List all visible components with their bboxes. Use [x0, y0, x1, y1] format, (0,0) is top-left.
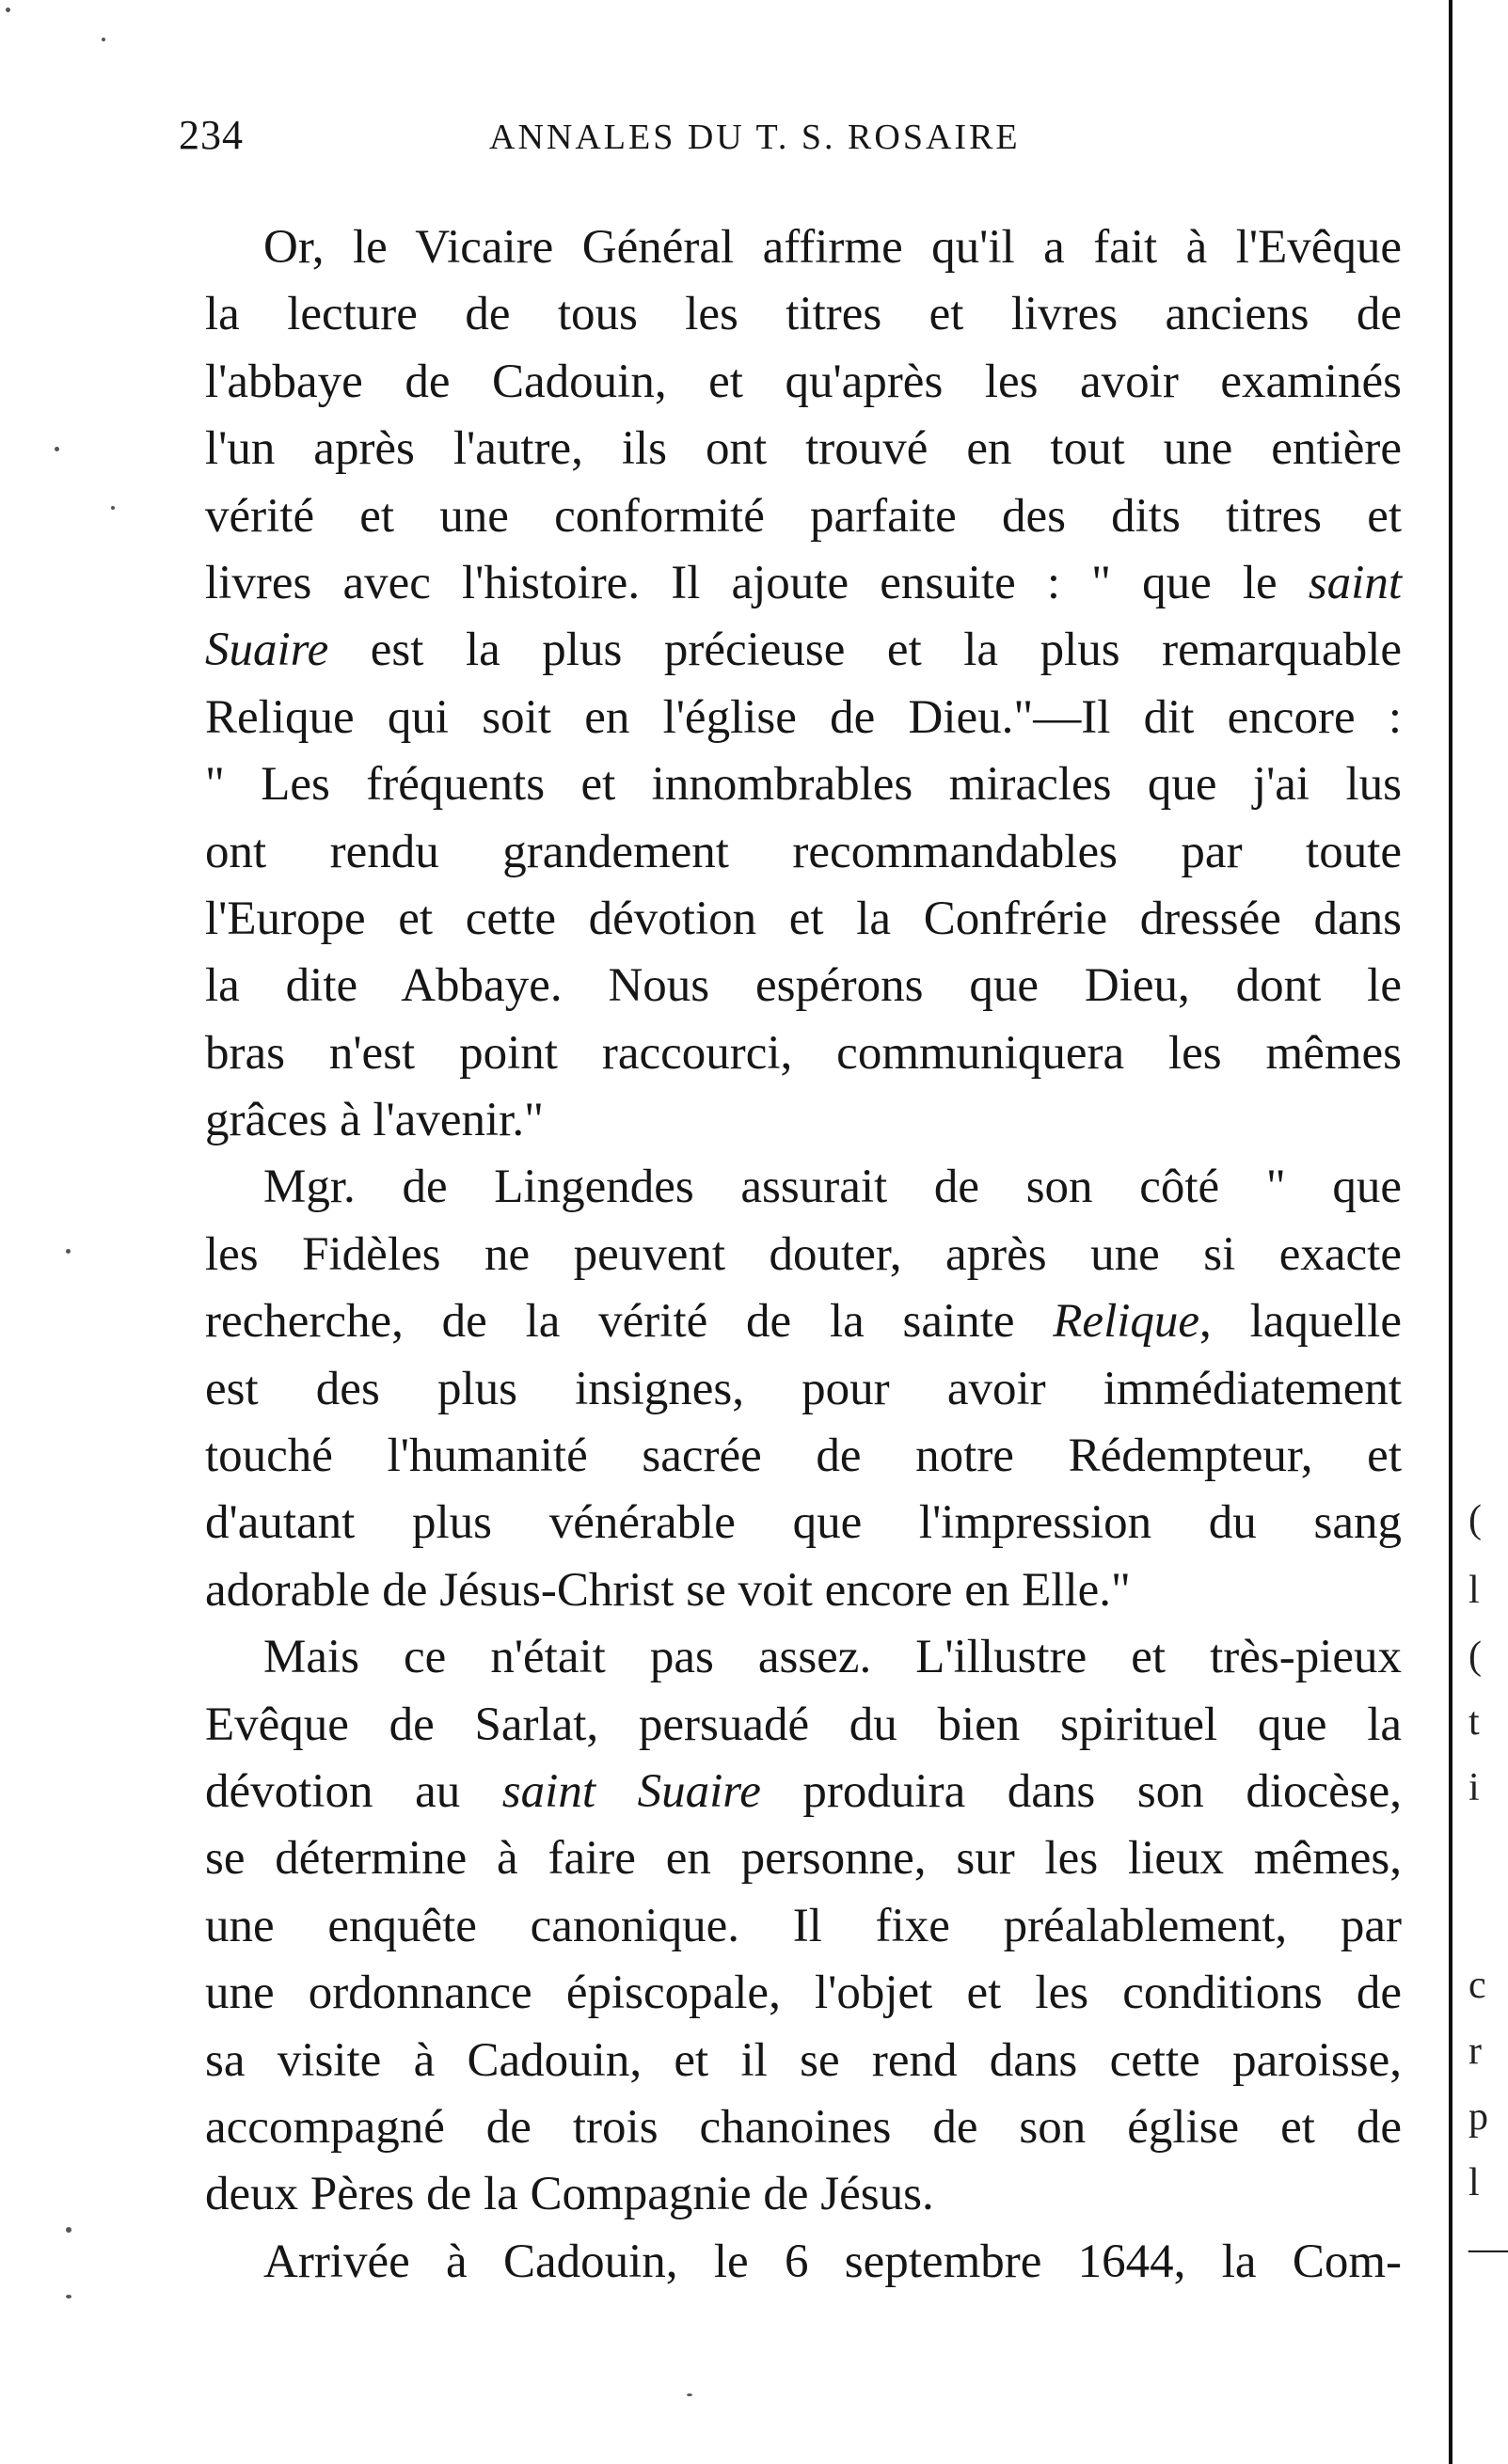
text-line — [205, 1692, 1402, 1759]
text-line — [205, 751, 1402, 818]
adjacent-page-fragments — [1463, 0, 1508, 2464]
print-speck — [66, 1249, 71, 1254]
print-speck — [55, 447, 59, 451]
print-speck — [66, 2295, 71, 2298]
page-header — [179, 111, 1402, 167]
text-segment: grâces à l'avenir." — [205, 1094, 544, 1147]
page-number: 234 — [179, 112, 244, 158]
text-segment: accompagné de trois chanoines de son église et de — [205, 2100, 1402, 2154]
text-segment: adorable de Jésus-Christ se voit encore en Elle." — [205, 1563, 1131, 1617]
text-segment: " Les fréquents et innombrables miracles que j'ai lus — [205, 758, 1402, 812]
text-segment: Arrivée à Cadouin, le 6 septembre 1644, la Com- — [263, 2235, 1402, 2288]
text-line — [205, 685, 1402, 751]
text-line — [205, 1960, 1402, 2027]
text-segment: la lecture de tous les titres et livres anciens de — [205, 288, 1402, 341]
text-line — [205, 2161, 1402, 2228]
text-segment: touché l'humanité sacrée de notre Rédempteur, et — [205, 1429, 1402, 1483]
body-text — [205, 214, 1402, 2296]
margin-fragment: r — [1468, 2030, 1482, 2073]
text-line — [205, 1557, 1402, 1624]
margin-fragment: p — [1468, 2095, 1488, 2139]
text-segment: ont rendu grandement recommandables par toute — [205, 825, 1402, 878]
margin-fragment: ( — [1468, 1498, 1482, 1541]
text-segment: Mgr. de Lingendes assurait de son côté " que — [263, 1161, 1402, 1214]
text-segment: l'Europe et cette dévotion et la Confrérie dressée dans — [205, 892, 1402, 945]
text-segment: Mais ce n'était pas assez. L'illustre et très-pieux — [263, 1631, 1402, 1684]
margin-fragment: l — [1468, 1569, 1480, 1612]
margin-fragment: l — [1468, 2161, 1480, 2204]
text-line — [205, 2094, 1402, 2161]
text-line — [205, 483, 1402, 550]
text-segment: est la plus précieuse et la plus remarquable — [328, 624, 1402, 677]
text-segment: les Fidèles ne peuvent douter, après une si exacte — [205, 1227, 1402, 1281]
text-segment: d'autant plus vénérable que l'impression du sang — [205, 1496, 1402, 1550]
margin-fragment: ( — [1468, 1635, 1482, 1678]
text-segment: une enquête canonique. Il fixe préalablement, par — [205, 1899, 1402, 1952]
text-line — [205, 819, 1402, 886]
margin-fragment: — — [1468, 2227, 1508, 2270]
italic-segment: saint Suaire — [501, 1764, 761, 1818]
text-line — [205, 1825, 1402, 1892]
text-segment: l'abbaye de Cadouin, et qu'après les avoir examinés — [205, 355, 1402, 408]
italic-segment: saint — [1308, 556, 1402, 609]
italic-segment: Suaire — [205, 624, 329, 677]
text-line — [205, 1490, 1402, 1556]
print-speck — [66, 2227, 71, 2233]
text-line — [205, 1288, 1402, 1355]
margin-fragment: c — [1468, 1964, 1486, 2007]
text-line — [205, 953, 1402, 1019]
text-line — [205, 1759, 1402, 1825]
page-edge-rule — [1449, 0, 1452, 2464]
text-segment: produira dans son diocèse, — [760, 1764, 1402, 1818]
print-speck — [6, 8, 10, 12]
text-segment: l'un après l'autre, ils ont trouvé en tout une entière — [205, 422, 1402, 476]
text-segment: est des plus insignes, pour avoir immédiatement — [205, 1362, 1402, 1415]
text-segment: se détermine à faire en personne, sur les lieux mêmes, — [205, 1832, 1402, 1886]
margin-fragment: t — [1468, 1700, 1480, 1744]
text-line — [205, 617, 1402, 684]
text-segment: Relique qui soit en l'église de Dieu."—Il dit encore : — [205, 690, 1402, 744]
print-speck — [102, 38, 105, 41]
text-line — [205, 1423, 1402, 1490]
italic-segment: Relique — [1053, 1295, 1200, 1349]
text-line — [205, 416, 1402, 482]
text-line — [205, 1893, 1402, 1960]
text-line — [205, 349, 1402, 416]
text-line — [205, 1624, 1402, 1691]
text-line — [205, 550, 1402, 617]
running-title: ANNALES DU T. S. ROSAIRE — [489, 118, 1021, 157]
text-line — [205, 1222, 1402, 1288]
text-segment: une ordonnance épiscopale, l'objet et les conditions de — [205, 1966, 1402, 2020]
text-segment: sa visite à Cadouin, et il se rend dans cette paroisse, — [205, 2033, 1402, 2087]
text-line — [205, 2028, 1402, 2094]
print-speck — [111, 506, 115, 510]
text-segment: livres avec l'histoire. Il ajoute ensuite : " que le — [205, 556, 1309, 609]
text-line — [205, 1087, 1402, 1154]
text-line — [205, 281, 1402, 348]
text-segment: vérité et une conformité parfaite des dits titres et — [205, 489, 1402, 543]
text-segment: Evêque de Sarlat, persuadé du bien spirituel que la — [205, 1698, 1402, 1751]
text-line — [205, 1154, 1402, 1221]
text-line — [205, 214, 1402, 281]
text-segment: deux Pères de la Compagnie de Jésus. — [205, 2168, 934, 2221]
print-speck — [687, 2393, 692, 2396]
text-segment: la dite Abbaye. Nous espérons que Dieu, dont le — [205, 959, 1402, 1013]
text-segment: dévotion au — [205, 1764, 502, 1818]
margin-fragment: i — [1468, 1766, 1480, 1809]
text-line — [205, 886, 1402, 953]
text-segment: bras n'est point raccourci, communiquera les mêmes — [205, 1026, 1402, 1080]
text-segment: , laquelle — [1199, 1295, 1402, 1349]
text-segment: recherche, de la vérité de la sainte — [205, 1295, 1054, 1349]
text-line — [205, 1020, 1402, 1087]
text-line — [205, 1356, 1402, 1423]
text-segment: Or, le Vicaire Général affirme qu'il a fait à l'Evêque — [263, 221, 1402, 274]
text-line — [205, 2229, 1402, 2296]
